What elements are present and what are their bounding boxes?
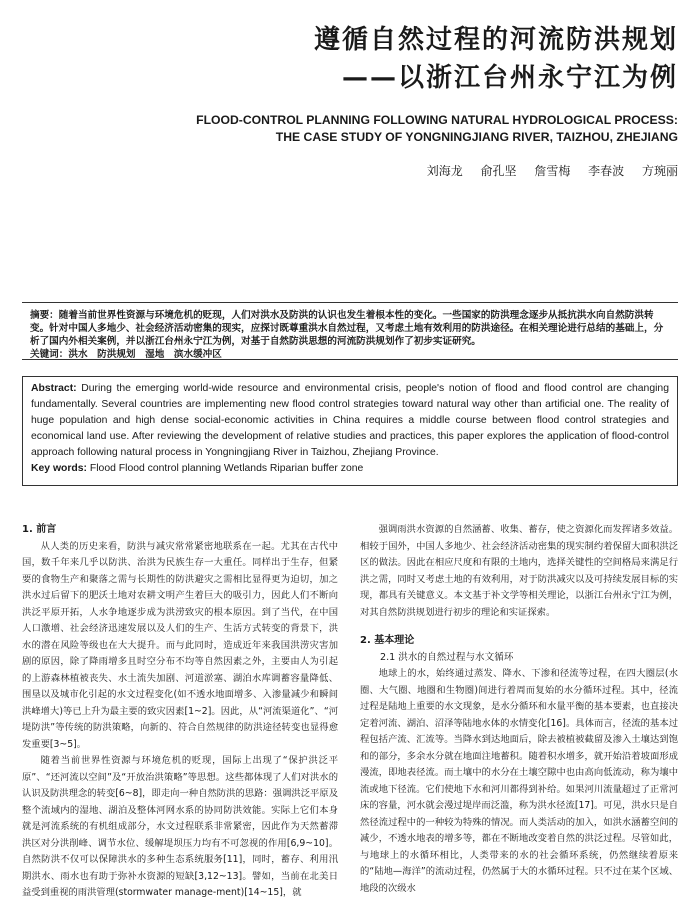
- author-list: 刘海龙 俞孔坚 詹雪梅 李春波 方琬丽: [426, 164, 678, 178]
- paragraph-intro-2: 随着当前世界性资源与环境危机的贬现，国际上出现了“保护洪泛平原”、“还河流以空间”及“开放治洪策略”等思想。这些都体现了人们对洪水的认识及防洪理念的转变[6~8]，即走向一种自然防洪的思路：强调洪泛平原及整个流域内的湿地、湖泊及整体河网水系的协同防洪效能。实际上它们本身就是河流系统的有机组成部分，水文过程联系非常紧密，因此作为天然蓄滞洪区对分洪削峰、调节水位、缓解堤坝压力均有不可忽视的作用[6,9~10]。自然防洪不仅可以保障洪水的多种生态系统服务[11]，同时，蓄存、利用汛期洪水、雨水也有助于弥补水资源的短缺[3,12~13]。譬如，当前在北美日益受到重视的雨洪管理(stormwater manage-ment)[14~15]，就: [22, 755, 338, 898]
- keywords-en: [23, 461, 677, 476]
- abstract-en: [23, 377, 677, 461]
- title-en-line1: FLOOD-CONTROL PLANNING FOLLOWING NATURAL HYDROLOGICAL PROCESS:: [196, 113, 678, 127]
- abstract-cn: [22, 303, 678, 348]
- section-heading-intro: 1. 前言: [22, 524, 57, 535]
- abstract-cn-text: 随着当前世界性资源与环境危机的贬现，人们对洪水及防洪的认识也发生着根本性的变化。一些国家的防洪理念逐步从抵抗洪水向自然防洪转变。针对中国人多地少、社会经济活动密集的现实，应探讨既尊重洪水自然过程，又考虑土地有效利用的防洪途径。在相关理论进行总结的基础上，分析了国内外相关案例，并以浙江台州永宁江为例，对基于自然防洪思想的河流防洪规划作了初步实证研究。: [30, 310, 664, 347]
- abstract-en-box: [22, 376, 678, 486]
- title-cn-line1: 遵循自然过程的河流防洪规划: [313, 25, 678, 55]
- abstract-en-label: Abstract:: [31, 383, 77, 394]
- abstract-cn-label: 摘要：: [30, 310, 59, 321]
- paragraph-intro-3: 强调雨洪水资源的自然涵蓄、收集、蓄存，使之资源化而发挥诸多效益。相较于国外，中国人多地少、社会经济活动密集的现实制约着保留大面积洪泛区的做法。因此在相应尺度和有限的土地内，选择关键性的空间格局来满足行洪之需，同时又考虑土地的有效利用，对于防洪减灾以及可持续发展目标的实现，都具有关键意义。本文基于补文学等相关理论，以浙江台州永宁江为例，对其自然防洪规划进行初步的理论和实证探索。: [360, 524, 678, 618]
- section-heading-theory: 2. 基本理论: [360, 635, 415, 646]
- title-cn-line2: ——以浙江台州永宁江为例: [341, 63, 678, 93]
- paragraph-theory-1: 地球上的水，始终通过蒸发、降水、下渗和径流等过程，在四大圈层(水圈、大气圈、地圈和生物圈)间进行着周而复始的水分循环过程。其中，径流过程是陆地上重要的水文现象，是水分循环和水量平衡的基本要素，也直接决定着河流、湖泊、沼泽等陆地水体的水情变化[16]。具体而言，径流的基本过程包括产流、汇流等。当降水到达地面后，除去被植被截留及渗入土壤达到饱和的部分，多余水分就在地面注地蓄积。随着积水增多，就开始沿着坡面形成漫流，即地表径流。而土壤中的水分在土壤空隙中也由高向低流动，称为壤中流或地下径流。它们使地下水和河川都得到补给。如果河川流量超过了正常河床的容量，河水就会漫过堤岸而泛滥，称为洪水径流[17]。可见，洪水只是自然径流过程中的一种较为特殊的情况。而人类活动的加入，如洪水涵蓄空间的减少，不透水地表的增多等，都在不断地改变着自然的洪泛过程。尽管如此，与地球上的水循环相比，人类带来的水的社会循环系统，仍然继续着原来的“陆地—海洋”的流动过程，仍然属于大的水循环过程。只不过在某个区域、地段的次级水: [360, 668, 678, 894]
- abstract-en-text: During the emerging world-wide resource and environmental crisis, people's notion of flood and flood control are changing fundamentally. Several countries are implementing new flood control strategies toward natural way other than artificial one. The reality of huge population and high dense social-economic activities in China requires a middle course between flood control strategies and economical land use. After reviewing the development of relative studies and practices, this paper explores the application of flood-control approach following natural process in Yongningjiang River in Taizhou, Zhejiang Province.: [31, 383, 669, 458]
- keywords-cn-text: 洪水 防洪规划 湿地 滨水缓冲区: [68, 349, 222, 360]
- keywords-cn-label: 关键词：: [30, 349, 69, 360]
- abstract-cn-box: [22, 302, 678, 360]
- keywords-en-text: Flood Flood control planning Wetlands Riparian buffer zone: [89, 463, 364, 474]
- title-en-line2: THE CASE STUDY OF YONGNINGJIANG RIVER, TAIZHOU, ZHEJIANG: [275, 130, 678, 144]
- body-column-left: [22, 522, 338, 902]
- subsection-heading-2-1: 2.1 洪水的自然过程与水文循环: [380, 651, 514, 663]
- keywords-en-label: Key words:: [31, 463, 88, 474]
- body-column-right: [360, 522, 678, 897]
- keywords-cn: [22, 348, 678, 361]
- paragraph-intro-1: 从人类的历史来看，防洪与减灾常常紧密地联系在一起。尤其在古代中国，数千年来几乎以防洪、治洪为民族生存一大重任。同样出于生存，但紧要的食物生产和聚落之需与长期性的防洪避灾之需相比显得更为迫切，加之洪水过后留下的肥沃土地对农耕文明产生着巨大的吸引力，因此人们不断向洪泛平原开拓，人水争地逐步成为洪涝致灾的根本原因。到了当代，在中国人口激增、社会经济迅速发展以及人们的生产、生活方式转变的背景下，洪水的潜在风险等级也在大大提升。而与此同时，造成近年来我国洪涝灾害加剧的原因，除了降雨增多且时空分布不均等自然因素之外，主要由人为引起的上游森林植被丧失、水土流失加剧、河道淤塞、湖泊水库调蓄容量降低、围垦以及城市化引起的水文过程变化(如不透水地面增多、入渗量减少和瞬间洪峰增大)等已上升为最主要的致灾因素[1~2]。因此，从“河流渠道化”、“河堤防洪”等传统的防洪策略，向新的、符合自然规律的防洪途径转变也显得愈发重要[3~5]。: [22, 540, 338, 750]
